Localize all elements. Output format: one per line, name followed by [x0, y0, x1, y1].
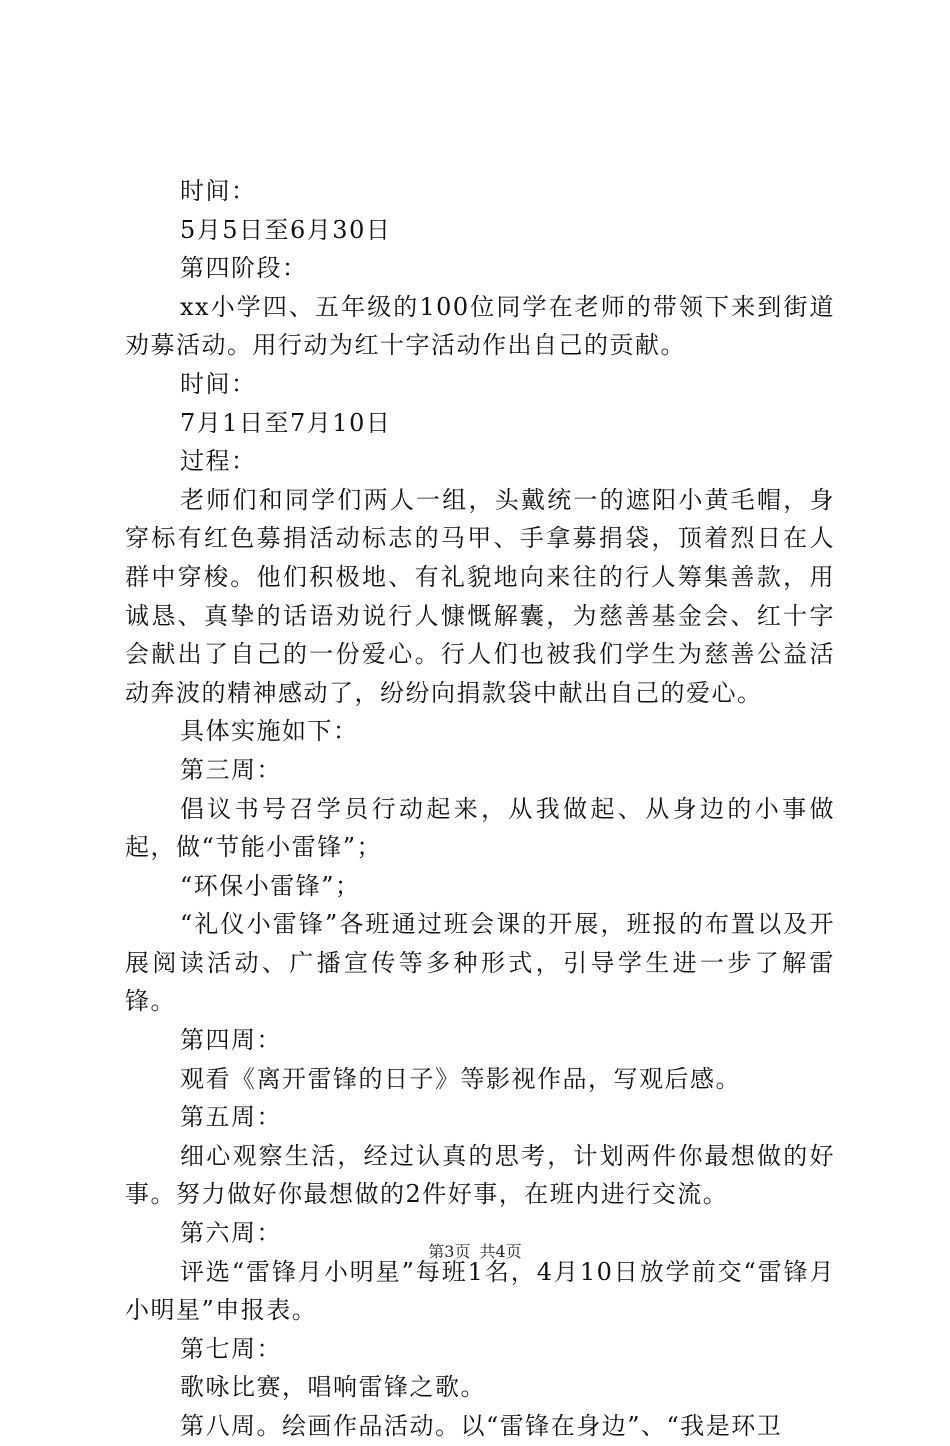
page-footer	[0, 1242, 950, 1262]
page-number: 第3页	[428, 1242, 471, 1261]
paragraph: “礼仪小雷锋”各班通过班会课的开展，班报的布置以及开展阅读活动、广播宣传等多种形式，引导学生进一步了解雷锋。	[125, 910, 835, 1016]
paragraph: 时间：	[180, 369, 257, 398]
paragraph: 过程：	[180, 447, 257, 476]
paragraph: 7月1日至7月10日	[180, 408, 392, 437]
paragraph: 第六周：	[180, 1219, 282, 1248]
paragraph: 第四周：	[180, 1026, 282, 1055]
paragraph: 5月5日至6月30日	[180, 215, 392, 244]
paragraph: xx小学四、五年级的100位同学在老师的带领下来到街道劝募活动。用行动为红十字活动作出自己的贡献。	[125, 292, 835, 360]
paragraph: 老师们和同学们两人一组，头戴统一的遮阳小黄毛帽，身穿标有红色募捐活动标志的马甲、手拿募捐袋，顶着烈日在人群中穿梭。他们积极地、有礼貌地向来往的行人筹集善款，用诚恳、真挚的话语劝说行人慷慨解囊，为慈善基金会、红十字会献出了自己的一份爱心。行人们也被我们学生为慈善公益活动奔波的精神感动了，纷纷向捐款袋中献出自己的爱心。	[125, 485, 835, 707]
paragraph: 第七周：	[180, 1334, 282, 1363]
paragraph: “环保小雷锋”；	[180, 871, 361, 900]
paragraph: 第三周：	[180, 755, 282, 784]
paragraph: 细心观察生活，经过认真的思考，计划两件你最想做的好事。努力做好你最想做的2件好事，在班内进行交流。	[125, 1141, 835, 1209]
paragraph: 时间：	[180, 177, 257, 205]
paragraph: 歌咏比赛，唱响雷锋之歌。	[180, 1373, 486, 1402]
page-total: 共4页	[479, 1242, 522, 1261]
paragraph: 第八周。绘画作品活动。以“雷锋在身边”、“我是环卫	[180, 1412, 783, 1440]
paragraph: 倡议书号召学员行动起来，从我做起、从身边的小事做起，做“节能小雷锋”；	[125, 794, 835, 862]
paragraph: 第四阶段：	[180, 254, 308, 283]
paragraph: 第五周：	[180, 1103, 282, 1132]
paragraph: 观看《离开雷锋的日子》等影视作品，写观后感。	[180, 1064, 741, 1093]
paragraph: 具体实施如下：	[180, 717, 359, 746]
paragraph: 评选“雷锋月小明星”每班1名，4月10日放学前交“雷锋月小明星”申报表。	[125, 1257, 835, 1325]
